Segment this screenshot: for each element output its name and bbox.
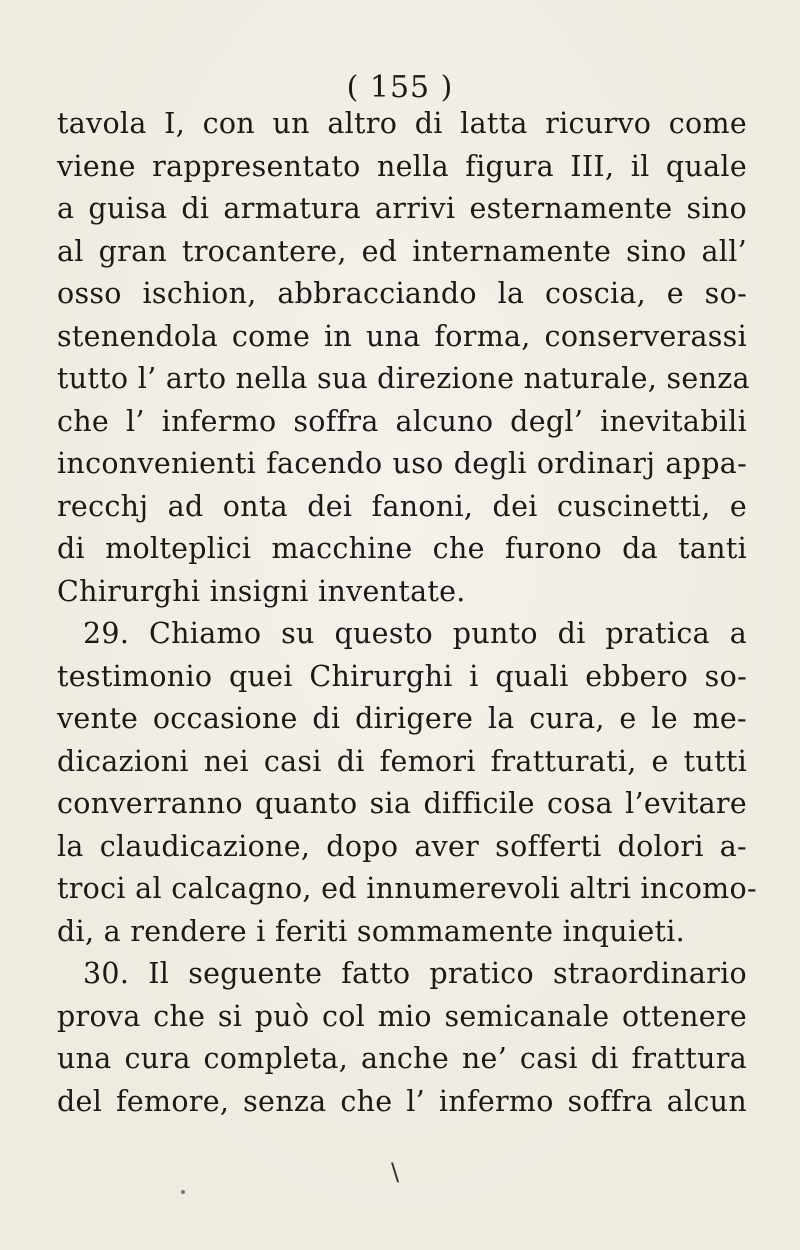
text-line: che l’ infermo soffra alcuno degl’ inevitabili — [57, 404, 747, 438]
page-number-header: ( 155 ) — [346, 70, 454, 105]
text-line: troci al calcagno, ed innumerevoli altri incomo- — [57, 872, 757, 905]
text-line: viene rappresentato nella figura III, il quale — [57, 149, 747, 183]
text-line: al gran trocantere, ed internamente sino all’ — [57, 234, 747, 268]
text-line: inconvenienti facendo uso degli ordinarj appa- — [57, 447, 747, 480]
text-line: stenendola come in una forma, conserverassi — [57, 319, 747, 353]
text-line: la claudicazione, dopo aver sofferti dolori a- — [57, 829, 747, 863]
paper-speck — [181, 1190, 185, 1194]
text-line: Chirurghi insigni inventate. — [57, 574, 466, 608]
text-line: vente occasione di dirigere la cura, e le me- — [57, 702, 747, 735]
footer-mark: \ — [391, 1158, 400, 1186]
text-line: di, a rendere i feriti sommamente inquieti. — [57, 914, 686, 948]
paragraph-30-start: 30. Il seguente fatto pratico straordinario — [83, 957, 747, 990]
text-line: a guisa di armatura arrivi esternamente sino — [57, 192, 747, 225]
text-line: testimonio quei Chirurghi i quali ebbero so- — [57, 659, 747, 693]
text-line: recchj ad onta dei fanoni, dei cuscinetti, e — [57, 489, 747, 523]
text-line: tutto l’ arto nella sua direzione naturale, senza — [57, 362, 750, 395]
text-line: converranno quanto sia difficile cosa l’evitare — [57, 787, 747, 820]
text-line: osso ischion, abbracciando la coscia, e so- — [57, 277, 747, 310]
text-line: del femore, senza che l’ infermo soffra alcun — [57, 1084, 747, 1118]
text-line: tavola I, con un altro di latta ricurvo come — [57, 107, 747, 140]
text-line: prova che si può col mio semicanale ottenere — [57, 999, 747, 1033]
text-line: una cura completa, anche ne’ casi di frattura — [57, 1042, 747, 1075]
paragraph-29-start: 29. Chiamo su questo punto di pratica a — [83, 617, 747, 650]
body-text — [57, 103, 757, 1123]
text-line: di molteplici macchine che furono da tanti — [57, 532, 747, 565]
text-line: dicazioni nei casi di femori fratturati, e tutti — [57, 744, 747, 778]
